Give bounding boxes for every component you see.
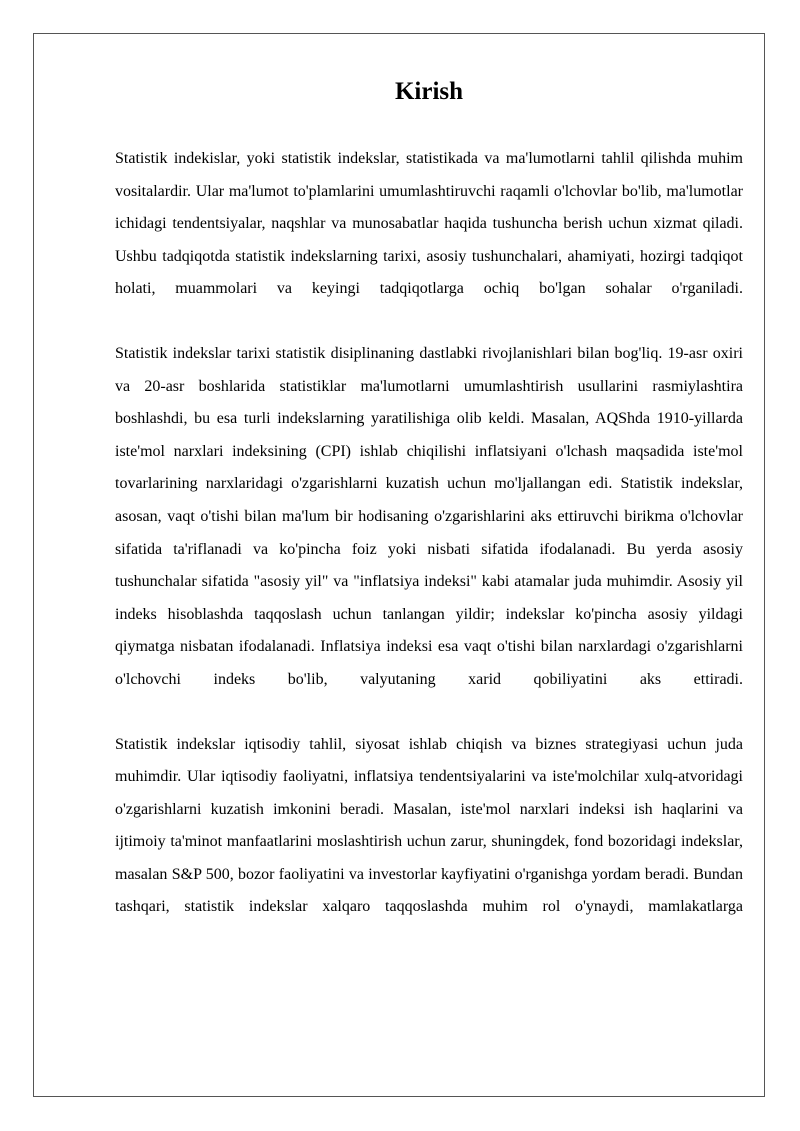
paragraph-importance: Statistik indekslar iqtisodiy tahlil, siyosat ishlab chiqish va biznes strategiyasi uchun juda muhimdir. Ular iqtisodiy faoliyatni, inflatsiya tendentsiyalarini va iste'molchilar xulq-atvoridagi o'zgarishlarni kuzatish imkonini beradi. Masalan, iste'mol narxlari indeksi ish haqlarini va ijtimoiy ta'minot manfaatlarini moslashtirish uchun zarur, shuningdek, fond bozoridagi indekslar, masalan S&P 500, bozor faoliyatini va investorlar kayfiyatini o'rganishga yordam beradi. Bundan tashqari, statistik indekslar xalqaro taqqoslashda muhim rol o'ynaydi, mamlakatlarga [115, 735, 743, 916]
document-body [115, 75, 743, 956]
document-title: Kirish [394, 78, 464, 105]
paragraph-history: Statistik indekslar tarixi statistik disiplinaning dastlabki rivojlanishlari bilan bog'liq. 19-asr oxiri va 20-asr boshlarida statistiklar ma'lumotlarni umumlashtirish usullarini rasmiylashtira boshlashdi, bu esa turli indekslarning yaratilishiga olib keldi. Masalan, AQShda 1910-yillarda iste'mol narxlari indeksining (CPI) ishlab chiqilishi inflatsiyani o'lchash maqsadida iste'mol tovarlarining narxlaridagi o'zgarishlarni kuzatish uchun mo'ljallangan edi. Statistik indekslar, asosan, vaqt o'tishi bilan ma'lum bir hodisaning o'zgarishlarini aks ettiruvchi birikma o'lchovlar sifatida ta'riflanadi va ko'pincha foiz yoki nisbati sifatida ifodalanadi. Bu yerda asosiy tushunchalar sifatida "asosiy yil" va "inflatsiya indeksi" kabi atamalar juda muhimdir. Asosiy yil indeks hisoblashda taqqoslash uchun tanlangan yildir; indekslar ko'pincha asosiy yildagi qiymatga nisbatan ifodalanadi. Inflatsiya indeksi esa vaqt o'tishi bilan narxlardagi o'zgarishlarni o'lchovchi indeks bo'lib, valyutaning xarid qobiliyatini aks ettiradi. [115, 344, 743, 688]
paragraph-intro: Statistik indekislar, yoki statistik indekslar, statistikada va ma'lumotlarni tahlil qilishda muhim vositalardir. Ular ma'lumot to'plamlarini umumlashtiruvchi raqamli o'lchovlar bo'lib, ma'lumotlar ichidagi tendentsiyalar, naqshlar va munosabatlar haqida tushuncha berish uchun xizmat qiladi. Ushbu tadqiqotda statistik indekslarning tarixi, asosiy tushunchalari, ahamiyati, hozirgi tadqiqot holati, muammolari va keyingi tadqiqotlarga ochiq bo'lgan sohalar o'rganiladi. [115, 150, 743, 298]
